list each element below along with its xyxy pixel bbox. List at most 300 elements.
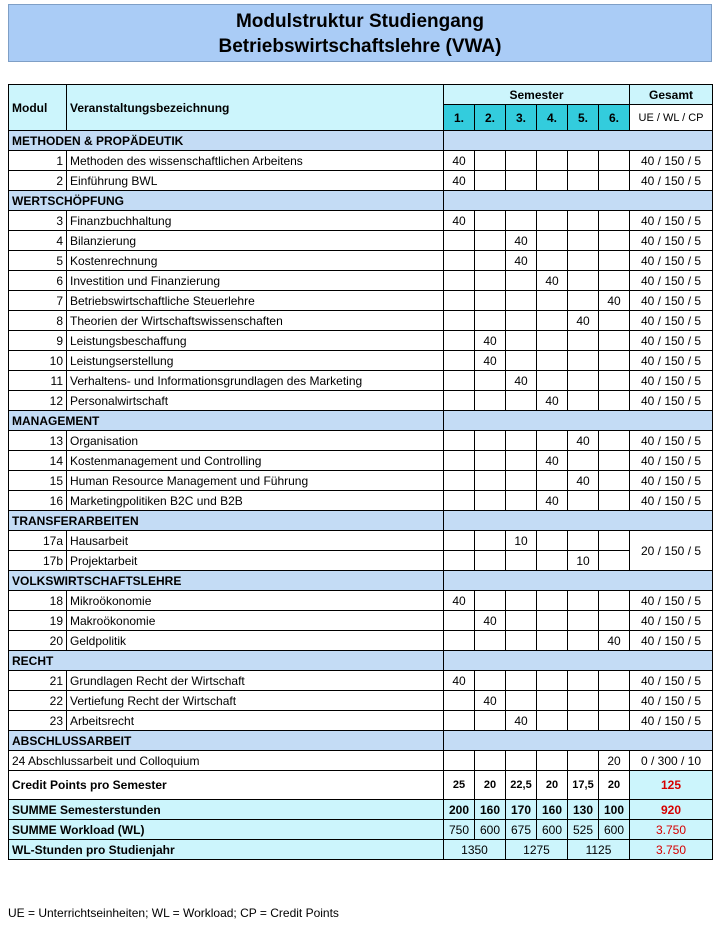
semester-hours — [599, 311, 630, 331]
module-name: Bilanzierung — [67, 231, 444, 251]
section-title: RECHT — [9, 651, 444, 671]
semester-hours — [537, 551, 568, 571]
semester-hours — [599, 611, 630, 631]
module-total: 40 / 150 / 5 — [630, 231, 713, 251]
semester-hours — [537, 431, 568, 451]
table-row — [9, 351, 713, 371]
module-number: 13 — [9, 431, 67, 451]
module-total: 40 / 150 / 5 — [630, 171, 713, 191]
semester-hours — [444, 271, 475, 291]
semester-hours — [568, 711, 599, 731]
module-name: Geldpolitik — [67, 631, 444, 651]
semester-hours — [475, 591, 506, 611]
summary-value: 100 — [599, 800, 630, 820]
semester-hours — [475, 751, 506, 771]
semester-hours — [568, 671, 599, 691]
semester-hours — [475, 291, 506, 311]
semester-hours — [568, 371, 599, 391]
summary-label: WL-Stunden pro Studienjahr — [9, 840, 444, 860]
semester-hours — [599, 531, 630, 551]
semester-hours — [537, 691, 568, 711]
semester-hours — [599, 211, 630, 231]
table-row — [9, 391, 713, 411]
semester-hours — [599, 171, 630, 191]
semester-hours — [537, 171, 568, 191]
module-name: Personalwirtschaft — [67, 391, 444, 411]
module-total: 40 / 150 / 5 — [630, 311, 713, 331]
header-gesamt-sub: UE / WL / CP — [630, 105, 713, 131]
module-number: 23 — [9, 711, 67, 731]
semester-hours — [568, 451, 599, 471]
module-total: 40 / 150 / 5 — [630, 591, 713, 611]
semester-hours — [506, 431, 537, 451]
semester-hours — [568, 751, 599, 771]
table-row — [9, 671, 713, 691]
module-name: Finanzbuchhaltung — [67, 211, 444, 231]
title-line-1: Modulstruktur Studiengang — [235, 11, 485, 32]
module-name: Marketingpolitiken B2C und B2B — [67, 491, 444, 511]
semester-hours — [599, 351, 630, 371]
module-name: Investition und Finanzierung — [67, 271, 444, 291]
header-sem-3: 3. — [506, 105, 537, 131]
semester-hours — [537, 211, 568, 231]
summary-value: 600 — [475, 820, 506, 840]
table-row — [9, 471, 713, 491]
module-number: 7 — [9, 291, 67, 311]
semester-hours — [475, 631, 506, 651]
semester-hours — [599, 371, 630, 391]
module-total: 40 / 150 / 5 — [630, 691, 713, 711]
semester-hours — [568, 331, 599, 351]
section-filler — [444, 511, 713, 531]
table-row — [9, 331, 713, 351]
semester-hours — [475, 211, 506, 231]
summary-label: Credit Points pro Semester — [9, 771, 444, 800]
summe-stunden-row — [9, 800, 713, 820]
section-title: METHODEN & PROPÄDEUTIK — [9, 131, 444, 151]
semester-hours — [568, 251, 599, 271]
semester-hours — [506, 351, 537, 371]
semester-hours — [599, 231, 630, 251]
section-filler — [444, 191, 713, 211]
summary-value: 160 — [475, 800, 506, 820]
summary-value: 160 — [537, 800, 568, 820]
module-number: 10 — [9, 351, 67, 371]
semester-hours — [475, 431, 506, 451]
module-number: 4 — [9, 231, 67, 251]
semester-hours: 40 — [537, 391, 568, 411]
semester-hours — [506, 291, 537, 311]
semester-hours: 40 — [537, 271, 568, 291]
module-name: Kostenrechnung — [67, 251, 444, 271]
module-name: Arbeitsrecht — [67, 711, 444, 731]
semester-hours — [444, 611, 475, 631]
module-number: 11 — [9, 371, 67, 391]
semester-hours — [475, 491, 506, 511]
module-name: Leistungserstellung — [67, 351, 444, 371]
semester-hours — [537, 711, 568, 731]
module-name: Hausarbeit — [67, 531, 444, 551]
header-sem-4: 4. — [537, 105, 568, 131]
module-total: 40 / 150 / 5 — [630, 151, 713, 171]
semester-hours — [599, 151, 630, 171]
module-name: Grundlagen Recht der Wirtschaft — [67, 671, 444, 691]
semester-hours — [568, 151, 599, 171]
table-row — [9, 251, 713, 271]
semester-hours — [506, 211, 537, 231]
summary-value: 1125 — [568, 840, 630, 860]
table-row — [9, 311, 713, 331]
module-total: 40 / 150 / 5 — [630, 451, 713, 471]
table-row — [9, 291, 713, 311]
semester-hours — [537, 751, 568, 771]
module-total: 40 / 150 / 5 — [630, 371, 713, 391]
table-row — [9, 371, 713, 391]
summary-label: SUMME Workload (WL) — [9, 820, 444, 840]
module-name: Mikroökonomie — [67, 591, 444, 611]
semester-hours: 10 — [506, 531, 537, 551]
semester-hours: 40 — [444, 591, 475, 611]
section-title: ABSCHLUSSARBEIT — [9, 731, 444, 751]
summary-value: 20 — [537, 771, 568, 800]
summary-value: 22,5 — [506, 771, 537, 800]
semester-hours — [537, 251, 568, 271]
module-number: 1 — [9, 151, 67, 171]
semester-hours: 40 — [568, 431, 599, 451]
semester-hours — [475, 551, 506, 571]
module-name: Einführung BWL — [67, 171, 444, 191]
table-row — [9, 491, 713, 511]
section-filler — [444, 731, 713, 751]
semester-hours — [599, 671, 630, 691]
module-name: Organisation — [67, 431, 444, 451]
table-row — [9, 171, 713, 191]
module-number: 16 — [9, 491, 67, 511]
semester-hours — [568, 291, 599, 311]
section-filler — [444, 131, 713, 151]
semester-hours — [568, 211, 599, 231]
table-row — [9, 231, 713, 251]
section-title: WERTSCHÖPFUNG — [9, 191, 444, 211]
module-name: Kostenmanagement und Controlling — [67, 451, 444, 471]
semester-hours — [599, 491, 630, 511]
semester-hours — [568, 691, 599, 711]
semester-hours — [599, 271, 630, 291]
semester-hours: 40 — [506, 711, 537, 731]
table-row — [9, 611, 713, 631]
semester-hours: 40 — [537, 491, 568, 511]
semester-hours — [475, 711, 506, 731]
semester-hours — [599, 471, 630, 491]
semester-hours — [599, 331, 630, 351]
section-title: TRANSFERARBEITEN — [9, 511, 444, 531]
semester-hours — [444, 531, 475, 551]
semester-hours — [506, 451, 537, 471]
semester-hours: 40 — [599, 291, 630, 311]
semester-hours — [475, 231, 506, 251]
module-total: 40 / 150 / 5 — [630, 471, 713, 491]
module-total: 40 / 150 / 5 — [630, 431, 713, 451]
semester-hours — [444, 371, 475, 391]
semester-hours — [537, 591, 568, 611]
module-total: 20 / 150 / 5 — [630, 531, 713, 571]
section-header — [9, 131, 713, 151]
module-name: Verhaltens- und Informationsgrundlagen des Marketing — [67, 371, 444, 391]
semester-hours: 40 — [444, 211, 475, 231]
semester-hours: 20 — [599, 751, 630, 771]
module-name: Human Resource Management und Führung — [67, 471, 444, 491]
module-total: 40 / 150 / 5 — [630, 351, 713, 371]
summe-workload-row — [9, 820, 713, 840]
semester-hours — [537, 371, 568, 391]
module-number: 15 — [9, 471, 67, 491]
semester-hours — [475, 471, 506, 491]
semester-hours: 40 — [475, 611, 506, 631]
module-total: 40 / 150 / 5 — [630, 211, 713, 231]
table-row — [9, 451, 713, 471]
module-number: 14 — [9, 451, 67, 471]
semester-hours — [506, 631, 537, 651]
credit-points-row — [9, 771, 713, 800]
semester-hours — [475, 671, 506, 691]
semester-hours — [506, 331, 537, 351]
semester-hours: 40 — [506, 231, 537, 251]
semester-hours: 10 — [568, 551, 599, 571]
semester-hours — [537, 631, 568, 651]
module-number: 20 — [9, 631, 67, 651]
section-header — [9, 511, 713, 531]
semester-hours — [444, 551, 475, 571]
semester-hours — [568, 391, 599, 411]
semester-hours — [568, 171, 599, 191]
module-name: Projektarbeit — [67, 551, 444, 571]
semester-hours — [568, 591, 599, 611]
summary-value: 675 — [506, 820, 537, 840]
abschluss-label: 24 Abschlussarbeit und Colloquium — [9, 751, 444, 771]
semester-hours — [599, 391, 630, 411]
section-header — [9, 571, 713, 591]
semester-hours — [537, 471, 568, 491]
semester-hours — [444, 431, 475, 451]
table-row — [9, 591, 713, 611]
semester-hours — [599, 691, 630, 711]
summary-total: 3.750 — [630, 840, 713, 860]
semester-hours — [506, 311, 537, 331]
semester-hours — [506, 551, 537, 571]
semester-hours — [537, 291, 568, 311]
module-number: 19 — [9, 611, 67, 631]
semester-hours — [599, 711, 630, 731]
module-name: Leistungsbeschaffung — [67, 331, 444, 351]
module-number: 2 — [9, 171, 67, 191]
section-filler — [444, 651, 713, 671]
module-name: Methoden des wissenschaftlichen Arbeitens — [67, 151, 444, 171]
summary-total: 3.750 — [630, 820, 713, 840]
semester-hours — [568, 351, 599, 371]
semester-hours: 40 — [444, 151, 475, 171]
semester-hours — [506, 271, 537, 291]
module-number: 21 — [9, 671, 67, 691]
table-row — [9, 691, 713, 711]
module-number: 17a — [9, 531, 67, 551]
table-row — [9, 431, 713, 451]
summary-total: 920 — [630, 800, 713, 820]
semester-hours — [599, 451, 630, 471]
module-number: 5 — [9, 251, 67, 271]
semester-hours — [444, 711, 475, 731]
module-total: 40 / 150 / 5 — [630, 711, 713, 731]
module-total: 0 / 300 / 10 — [630, 751, 713, 771]
summary-value: 600 — [537, 820, 568, 840]
semester-hours — [444, 331, 475, 351]
semester-hours — [568, 231, 599, 251]
section-header — [9, 191, 713, 211]
module-number: 3 — [9, 211, 67, 231]
summary-label: SUMME Semesterstunden — [9, 800, 444, 820]
header-sem-2: 2. — [475, 105, 506, 131]
semester-hours — [444, 471, 475, 491]
semester-hours — [475, 451, 506, 471]
semester-hours — [506, 491, 537, 511]
footnote: UE = Unterrichtseinheiten; WL = Workload; CP = Credit Points — [8, 906, 339, 920]
semester-hours — [444, 631, 475, 651]
module-number: 6 — [9, 271, 67, 291]
semester-hours — [537, 671, 568, 691]
semester-hours — [444, 451, 475, 471]
header-modul: Modul — [9, 85, 67, 131]
semester-hours: 40 — [444, 171, 475, 191]
semester-hours — [475, 251, 506, 271]
section-header — [9, 651, 713, 671]
semester-hours — [537, 351, 568, 371]
summary-total: 125 — [630, 771, 713, 800]
header-semester: Semester — [444, 85, 630, 105]
semester-hours — [568, 631, 599, 651]
module-number: 12 — [9, 391, 67, 411]
section-title: VOLKSWIRTSCHAFTSLEHRE — [9, 571, 444, 591]
module-total: 40 / 150 / 5 — [630, 271, 713, 291]
module-name: Betriebswirtschaftliche Steuerlehre — [67, 291, 444, 311]
module-total: 40 / 150 / 5 — [630, 611, 713, 631]
semester-hours — [599, 551, 630, 571]
semester-hours — [506, 671, 537, 691]
semester-hours — [568, 531, 599, 551]
summary-value: 1275 — [506, 840, 568, 860]
semester-hours: 40 — [475, 351, 506, 371]
semester-hours — [444, 311, 475, 331]
page-title — [8, 4, 712, 62]
semester-hours — [444, 391, 475, 411]
module-total: 40 / 150 / 5 — [630, 331, 713, 351]
semester-hours — [537, 151, 568, 171]
semester-hours: 40 — [444, 671, 475, 691]
semester-hours: 40 — [475, 331, 506, 351]
semester-hours — [506, 471, 537, 491]
header-veranstaltung: Veranstaltungsbezeichnung — [67, 85, 444, 131]
wl-jahr-row — [9, 840, 713, 860]
module-total: 40 / 150 / 5 — [630, 491, 713, 511]
table-row — [9, 551, 713, 571]
semester-hours: 40 — [475, 691, 506, 711]
summary-value: 130 — [568, 800, 599, 820]
section-title: MANAGEMENT — [9, 411, 444, 431]
module-number: 8 — [9, 311, 67, 331]
module-total: 40 / 150 / 5 — [630, 391, 713, 411]
semester-hours — [475, 531, 506, 551]
section-header — [9, 731, 713, 751]
summary-value: 170 — [506, 800, 537, 820]
table-row — [9, 271, 713, 291]
semester-hours: 40 — [506, 251, 537, 271]
section-filler — [444, 411, 713, 431]
semester-hours — [444, 491, 475, 511]
module-total: 40 / 150 / 5 — [630, 251, 713, 271]
semester-hours: 40 — [568, 311, 599, 331]
semester-hours — [537, 231, 568, 251]
module-table — [8, 84, 713, 860]
semester-hours — [506, 151, 537, 171]
semester-hours — [599, 591, 630, 611]
semester-hours — [444, 231, 475, 251]
summary-value: 20 — [599, 771, 630, 800]
header-sem-1: 1. — [444, 105, 475, 131]
semester-hours — [568, 271, 599, 291]
semester-hours — [506, 391, 537, 411]
semester-hours — [506, 751, 537, 771]
semester-hours — [475, 311, 506, 331]
module-total: 40 / 150 / 5 — [630, 291, 713, 311]
semester-hours — [475, 391, 506, 411]
semester-hours — [599, 251, 630, 271]
table-row — [9, 211, 713, 231]
module-total: 40 / 150 / 5 — [630, 671, 713, 691]
summary-value: 17,5 — [568, 771, 599, 800]
semester-hours — [475, 171, 506, 191]
semester-hours — [444, 351, 475, 371]
table-row — [9, 531, 713, 551]
summary-value: 20 — [475, 771, 506, 800]
semester-hours — [444, 291, 475, 311]
header-sem-6: 6. — [599, 105, 630, 131]
title-line-2: Betriebswirtschaftslehre (VWA) — [218, 36, 502, 57]
module-number: 18 — [9, 591, 67, 611]
module-number: 17b — [9, 551, 67, 571]
semester-hours — [475, 271, 506, 291]
module-number: 22 — [9, 691, 67, 711]
semester-hours — [506, 691, 537, 711]
summary-value: 25 — [444, 771, 475, 800]
semester-hours — [568, 611, 599, 631]
module-number: 9 — [9, 331, 67, 351]
semester-hours — [599, 431, 630, 451]
semester-hours: 40 — [506, 371, 537, 391]
semester-hours: 40 — [599, 631, 630, 651]
semester-hours — [568, 491, 599, 511]
semester-hours — [506, 171, 537, 191]
section-header — [9, 411, 713, 431]
section-filler — [444, 571, 713, 591]
table-row — [9, 631, 713, 651]
summary-value: 200 — [444, 800, 475, 820]
semester-hours: 40 — [537, 451, 568, 471]
semester-hours: 40 — [568, 471, 599, 491]
semester-hours — [506, 591, 537, 611]
module-name: Theorien der Wirtschaftswissenschaften — [67, 311, 444, 331]
header-gesamt: Gesamt — [630, 85, 713, 105]
semester-hours — [475, 151, 506, 171]
table-row — [9, 751, 713, 771]
semester-hours — [537, 531, 568, 551]
